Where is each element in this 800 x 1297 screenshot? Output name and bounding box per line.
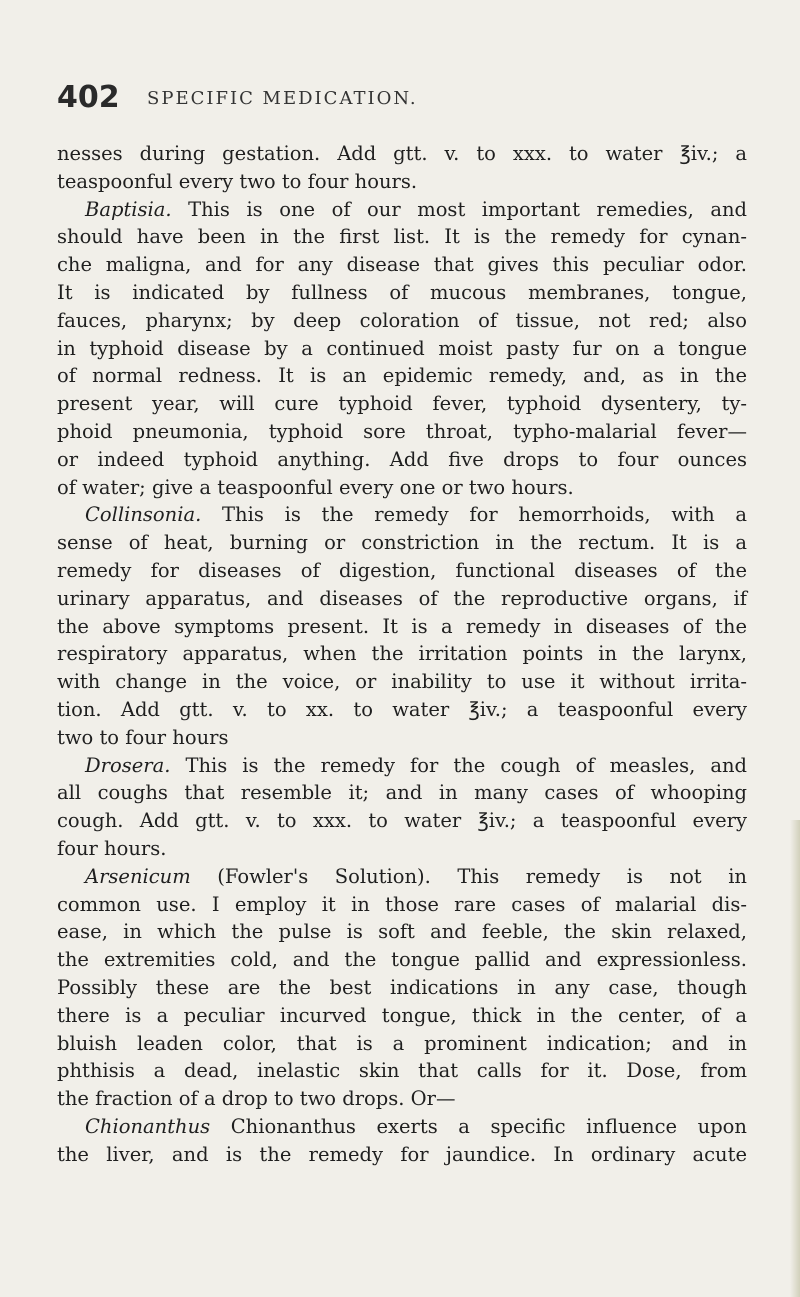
line-text: ease, in which the pulse is soft and feeble, the skin relaxed, [57, 920, 747, 944]
line-text: nesses during gestation. Add gtt. v. to xxx. to water ℥iv.; a [57, 142, 747, 165]
running-head: SPECIFIC MEDICATION. [147, 88, 418, 109]
text-line [57, 946, 747, 974]
text-line [57, 640, 747, 668]
line-text: two to four hours [57, 725, 229, 749]
line-text: or indeed typhoid anything. Add five drops to four ounces [57, 447, 747, 471]
page-header [57, 76, 747, 120]
line-text: there is a peculiar incurved tongue, thick in the center, of a [57, 1003, 747, 1027]
page-number: 402 [57, 80, 120, 115]
line-text: phthisis a dead, inelastic skin that calls for it. Dose, from [57, 1059, 747, 1083]
text-line [57, 696, 747, 724]
line-text: respiratory apparatus, when the irritation points in the larynx, [57, 642, 747, 666]
line-text: phoid pneumonia, typhoid sore throat, typho-malarial fever— [57, 419, 747, 443]
line-text: of water; give a teaspoonful every one or two hours. [57, 475, 574, 499]
text-line [57, 223, 747, 251]
text-line [57, 168, 747, 196]
text-line [57, 724, 747, 752]
text-line [57, 779, 747, 807]
text-line [57, 140, 747, 168]
line-text: the above symptoms present. It is a remedy in diseases of the [57, 614, 747, 638]
line-text: the fraction of a drop to two drops. Or— [57, 1087, 456, 1111]
text-line [57, 668, 747, 696]
line-text: This is the remedy for hemorrhoids, with a [201, 503, 747, 527]
line-text: the extremities cold, and the tongue pallid and expressionless. [57, 948, 747, 972]
text-line [57, 251, 747, 279]
line-text: bluish leaden color, that is a prominent indication; and in [57, 1031, 747, 1055]
text-line [57, 974, 747, 1002]
line-text: should have been in the first list. It is the remedy for cynan- [57, 225, 747, 249]
remedy-name: Drosera. [85, 753, 171, 777]
remedy-name: Arsenicum [85, 864, 191, 888]
text-line [57, 585, 747, 613]
line-text: Possibly these are the best indications in any case, though [57, 975, 747, 999]
text-line [57, 557, 747, 585]
line-text: of normal redness. It is an epidemic remedy, and, as in the [57, 364, 747, 388]
text-line [57, 918, 747, 946]
line-text: che maligna, and for any disease that gives this peculiar odor. [57, 253, 747, 277]
line-text: urinary apparatus, and diseases of the reproductive organs, if [57, 586, 747, 610]
text-line [57, 307, 747, 335]
line-text: present year, will cure typhoid fever, typhoid dysentery, ty- [57, 392, 747, 416]
text-line [57, 418, 747, 446]
remedy-name: Baptisia. [85, 197, 172, 221]
text-line [57, 835, 747, 863]
text-line [57, 1141, 747, 1169]
line-text: all coughs that resemble it; and in many cases of whooping [57, 781, 747, 805]
line-text: tion. Add gtt. v. to xx. to water ℥iv.; a teaspoonful every [57, 697, 747, 721]
body-text [57, 140, 747, 1168]
line-text: This is one of our most important remedies, and [171, 197, 747, 221]
text-line [57, 390, 747, 418]
text-line [57, 529, 747, 557]
paragraph-start-line [57, 501, 747, 529]
line-text: fauces, pharynx; by deep coloration of tissue, not red; also [57, 308, 747, 332]
text-line [57, 1002, 747, 1030]
paragraph-start-line [57, 1113, 747, 1141]
paragraph-start-line [57, 863, 747, 891]
line-text: It is indicated by fullness of mucous membranes, tongue, [57, 280, 747, 304]
text-line [57, 335, 747, 363]
remedy-name: Collinsonia. [85, 503, 202, 527]
text-line [57, 807, 747, 835]
text-line [57, 1085, 747, 1113]
line-text: sense of heat, burning or constriction in the rectum. It is a [57, 531, 747, 555]
text-line [57, 891, 747, 919]
line-text: cough. Add gtt. v. to xxx. to water ℥iv.; a teaspoonful every [57, 809, 747, 833]
text-line [57, 474, 747, 502]
line-text: four hours. [57, 836, 167, 860]
line-text: (Fowler's Solution). This remedy is not in [190, 864, 747, 888]
text-line [57, 613, 747, 641]
text-line [57, 279, 747, 307]
line-text: Chionanthus exerts a specific influence upon [210, 1114, 747, 1138]
text-line [57, 446, 747, 474]
line-text: with change in the voice, or inability to use it without irrita- [57, 670, 747, 694]
remedy-name: Chionanthus [85, 1114, 211, 1138]
page-edge-shadow [790, 820, 800, 1297]
paragraph-start-line [57, 196, 747, 224]
line-text: teaspoonful every two to four hours. [57, 169, 418, 193]
text-line [57, 1030, 747, 1058]
line-text: in typhoid disease by a continued moist pasty fur on a tongue [57, 336, 747, 360]
line-text: the liver, and is the remedy for jaundice. In ordinary acute [57, 1142, 747, 1166]
text-line [57, 362, 747, 390]
line-text: This is the remedy for the cough of measles, and [170, 753, 747, 777]
paragraph-start-line [57, 752, 747, 780]
line-text: common use. I employ it in those rare cases of malarial dis- [57, 892, 747, 916]
line-text: remedy for diseases of digestion, functional diseases of the [57, 558, 747, 582]
text-line [57, 1057, 747, 1085]
